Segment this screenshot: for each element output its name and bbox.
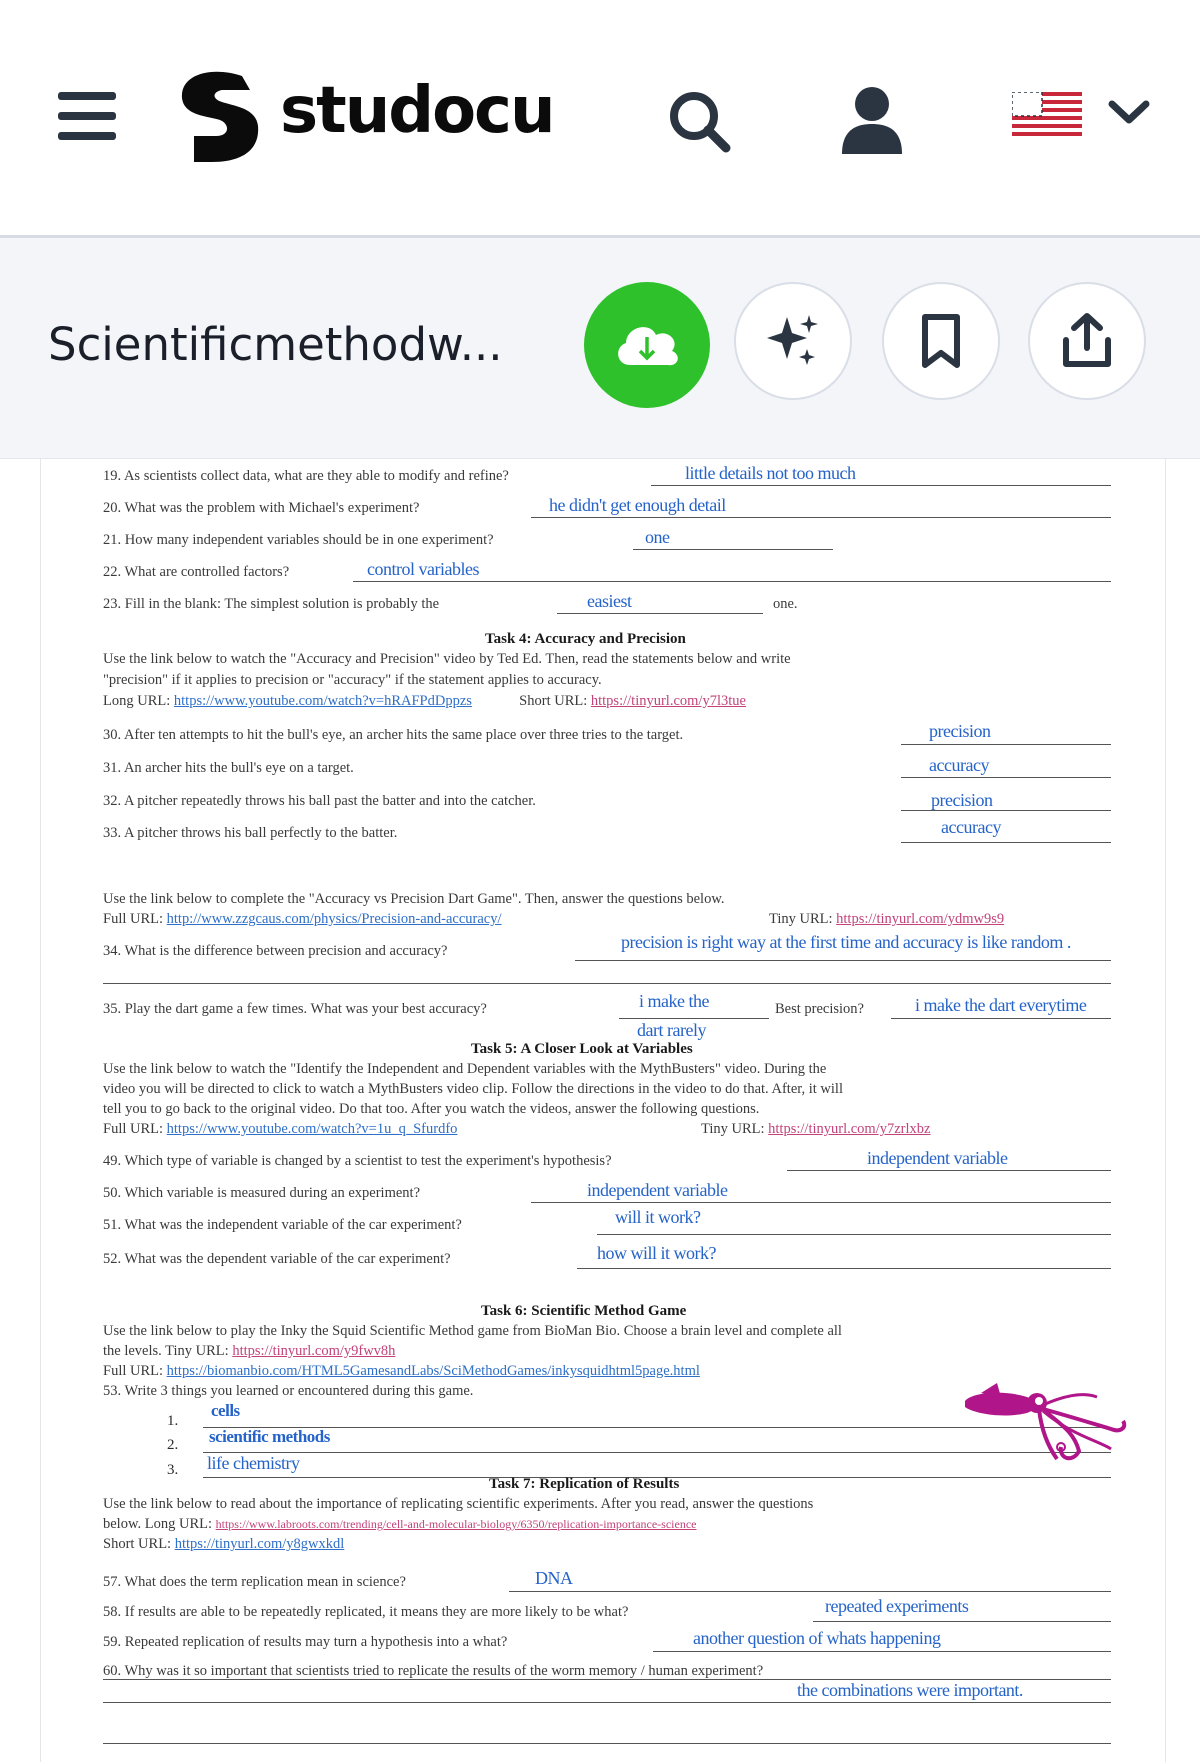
answer-line — [901, 842, 1111, 843]
inky-squid-illustration — [961, 1363, 1131, 1473]
question-51: 51. What was the independent variable of the car experiment? — [103, 1217, 462, 1233]
short-url-label: Short URL: — [519, 693, 588, 709]
document-title: Scientificmethodw... — [48, 318, 503, 371]
tiny-url-label: Tiny URL: — [769, 911, 833, 927]
question-34: 34. What is the difference between precision and accuracy? — [103, 943, 448, 959]
tiny-url-label: Tiny URL: — [701, 1121, 765, 1137]
answer-51: will it work? — [615, 1207, 701, 1227]
question-52: 52. What was the dependent variable of the car experiment? — [103, 1251, 451, 1267]
share-button[interactable] — [1028, 282, 1146, 400]
question-21: 21. How many independent variables should be in one experiment? — [103, 532, 494, 548]
answer-line — [787, 1170, 1111, 1171]
short-url-label: Short URL: — [103, 1536, 172, 1552]
answer-35-precision: i make the dart everytime — [915, 995, 1087, 1015]
task-6-tiny-link — [103, 1343, 395, 1360]
task-7-short-url[interactable]: https://tinyurl.com/y8gwxkdl — [174, 1536, 345, 1552]
question-59: 59. Repeated replication of results may turn a hypothesis into a what? — [103, 1634, 508, 1650]
long-url-label: Long URL: — [103, 693, 171, 709]
answer-line — [353, 581, 1111, 582]
list-number: 2. — [167, 1437, 179, 1453]
task-6-title: Task 6: Scientific Method Game — [481, 1303, 687, 1319]
task-7-long-label: below. Long URL: — [103, 1516, 213, 1532]
studocu-logo[interactable] — [172, 66, 562, 166]
question-22: 22. What are controlled factors? — [103, 564, 290, 580]
answer-21: one — [645, 527, 670, 547]
us-flag-icon[interactable] — [1012, 92, 1082, 140]
task-7-long-link — [103, 1516, 696, 1533]
download-button[interactable] — [584, 282, 710, 408]
task-7-long-url[interactable]: https://www.labroots.com/trending/cell-and-molecular-biology/6350/replication-importance-science — [215, 1517, 697, 1531]
answer-35-accuracy-cont: dart rarely — [637, 1020, 706, 1040]
question-30: 30. After ten attempts to hit the bull's eye, an archer hits the same place over three tries to the target. — [103, 727, 684, 743]
question-23-end: one. — [773, 596, 798, 612]
task-5-full-link — [103, 1121, 457, 1138]
task-4-title: Task 4: Accuracy and Precision — [485, 631, 686, 647]
bookmark-button[interactable] — [882, 282, 1000, 400]
task-5-tiny-url[interactable]: https://tinyurl.com/y7zrlxbz — [768, 1121, 931, 1137]
logo-text: studocu — [280, 74, 554, 148]
answer-line — [103, 1743, 1111, 1744]
question-57: 57. What does the term replication mean in science? — [103, 1574, 406, 1590]
dart-game-tiny-url[interactable]: https://tinyurl.com/ydmw9s9 — [836, 911, 1005, 927]
dart-game-tiny-link — [769, 911, 1004, 928]
question-50: 50. Which variable is measured during an experiment? — [103, 1185, 421, 1201]
answer-23: easiest — [587, 591, 632, 611]
question-20: 20. What was the problem with Michael's experiment? — [103, 500, 420, 516]
answer-53-2: scientific methods — [209, 1427, 330, 1446]
answer-line — [597, 1234, 1111, 1235]
document-page[interactable] — [40, 459, 1166, 1762]
question-23: 23. Fill in the blank: The simplest solution is probably the — [103, 596, 440, 612]
answer-line — [557, 613, 763, 614]
task-4-short-url[interactable]: https://tinyurl.com/y7l3tue — [590, 693, 746, 709]
answer-60: the combinations were important. — [797, 1680, 1023, 1700]
menu-icon[interactable] — [58, 92, 116, 140]
task-7-instructions: Use the link below to read about the importance of replicating scientific experiments. After you read, answer the questions — [103, 1496, 814, 1512]
answer-32: precision — [931, 790, 993, 810]
answer-line — [633, 549, 833, 550]
answer-line — [653, 1651, 1111, 1652]
question-58: 58. If results are able to be repeatedly replicated, it means they are more likely to be what? — [103, 1604, 629, 1620]
bookmark-icon — [917, 313, 965, 369]
question-32: 32. A pitcher repeatedly throws his ball past the batter and into the catcher. — [103, 793, 536, 809]
task-6-instructions: Use the link below to play the Inky the Squid Scientific Method game from BioMan Bio. Choose a brain level and complete all — [103, 1323, 842, 1339]
answer-57: DNA — [535, 1568, 573, 1588]
answer-line — [103, 1702, 1111, 1703]
answer-59: another question of whats happening — [693, 1628, 941, 1648]
dart-game-links — [103, 911, 502, 928]
question-31: 31. An archer hits the bull's eye on a target. — [103, 760, 354, 776]
task-6-full-link — [103, 1363, 700, 1380]
task-6-tiny-label: the levels. Tiny URL: — [103, 1343, 229, 1359]
share-icon — [1060, 312, 1114, 370]
answer-line — [531, 517, 1111, 518]
answer-58: repeated experiments — [825, 1596, 969, 1616]
top-nav-bar — [0, 0, 1200, 238]
question-49: 49. Which type of variable is changed by a scientist to test the experiment's hypothesis? — [103, 1153, 612, 1169]
download-icon — [610, 315, 684, 375]
user-icon[interactable] — [840, 84, 904, 156]
answer-line — [531, 1202, 1111, 1203]
task-7-title: Task 7: Replication of Results — [489, 1476, 680, 1492]
task-6-tiny-url[interactable]: https://tinyurl.com/y9fwv8h — [232, 1343, 396, 1359]
task-4-instructions: Use the link below to watch the "Accuracy and Precision" video by Ted Ed. Then, read the statements below and write — [103, 651, 791, 667]
dart-game-instructions: Use the link below to complete the "Accuracy vs Precision Dart Game". Then, answer the questions below. — [103, 891, 725, 907]
list-number: 3. — [167, 1462, 179, 1478]
answer-30: precision — [929, 721, 991, 741]
question-19: 19. As scientists collect data, what are they able to modify and refine? — [103, 468, 509, 484]
task-5-instructions-1: Use the link below to watch the "Identify the Independent and Dependent variables with the MythBusters" video. During the — [103, 1061, 827, 1077]
search-icon[interactable] — [664, 86, 736, 158]
answer-50: independent variable — [587, 1180, 728, 1200]
answer-53-3: life chemistry — [207, 1453, 300, 1473]
task-4-links — [103, 693, 746, 710]
question-35: 35. Play the dart game a few times. What was your best accuracy? — [103, 1001, 487, 1017]
question-33: 33. A pitcher throws his ball perfectly to the batter. — [103, 825, 398, 841]
task-7-short-link — [103, 1536, 344, 1553]
task-5-title: Task 5: A Closer Look at Variables — [471, 1041, 693, 1057]
full-url-label: Full URL: — [103, 911, 164, 927]
answer-34: precision is right way at the first time and accuracy is like random . — [621, 932, 1071, 952]
answer-line — [901, 744, 1111, 745]
task-6-full-url[interactable]: https://biomanbio.com/HTML5GamesandLabs/SciMethodGames/inkysquidhtml5page.html — [166, 1363, 700, 1379]
ai-sparkle-icon — [763, 311, 823, 371]
answer-line — [577, 1268, 1111, 1269]
answer-line — [651, 485, 1111, 486]
task-4-long-url[interactable]: https://www.youtube.com/watch?v=hRAFPdDppzs — [173, 693, 472, 709]
answer-33: accuracy — [941, 817, 1001, 837]
task-5-full-url[interactable]: https://www.youtube.com/watch?v=1u_q_Sfurdfo — [166, 1121, 458, 1137]
answer-35-accuracy: i make the — [639, 991, 709, 1011]
answer-53-1: cells — [211, 1401, 240, 1420]
answer-19: little details not too much — [685, 463, 856, 483]
answer-31: accuracy — [929, 755, 989, 775]
dart-game-full-url[interactable]: http://www.zzgcaus.com/physics/Precision-and-accuracy/ — [166, 911, 502, 927]
answer-22: control variables — [367, 559, 479, 579]
answer-line — [619, 1018, 769, 1019]
task-4-instructions-2: "precision" if it applies to precision or "accuracy" if the statement applies to accuracy. — [103, 672, 602, 688]
studocu-logo-mark — [172, 66, 272, 166]
ai-assist-button[interactable] — [734, 282, 852, 400]
answer-line — [891, 1018, 1111, 1019]
list-number: 1. — [167, 1413, 179, 1429]
question-53: 53. Write 3 things you learned or encountered during this game. — [103, 1383, 474, 1399]
answer-20: he didn't get enough detail — [549, 495, 726, 515]
answer-49: independent variable — [867, 1148, 1008, 1168]
answer-line — [813, 1621, 1111, 1622]
answer-line — [103, 983, 1111, 984]
task-5-instructions-3: tell you to go back to the original video. Do that too. After you watch the videos, answer the following questions. — [103, 1101, 760, 1117]
answer-line — [575, 960, 1111, 961]
document-toolbar — [0, 238, 1200, 459]
answer-line — [509, 1591, 1111, 1592]
question-60: 60. Why was it so important that scientists tried to replicate the results of the worm memory / human experiment? — [103, 1663, 764, 1679]
question-35-precision: Best precision? — [775, 1001, 864, 1017]
task-5-tiny-link — [701, 1121, 930, 1138]
full-url-label: Full URL: — [103, 1121, 164, 1137]
task-5-instructions-2: video you will be directed to click to watch a MythBusters video clip. Follow the directions in the video to do that. After, it will — [103, 1081, 843, 1097]
answer-52: how will it work? — [597, 1243, 716, 1263]
chevron-down-icon[interactable] — [1108, 98, 1150, 128]
full-url-label: Full URL: — [103, 1363, 164, 1379]
answer-line — [901, 777, 1111, 778]
